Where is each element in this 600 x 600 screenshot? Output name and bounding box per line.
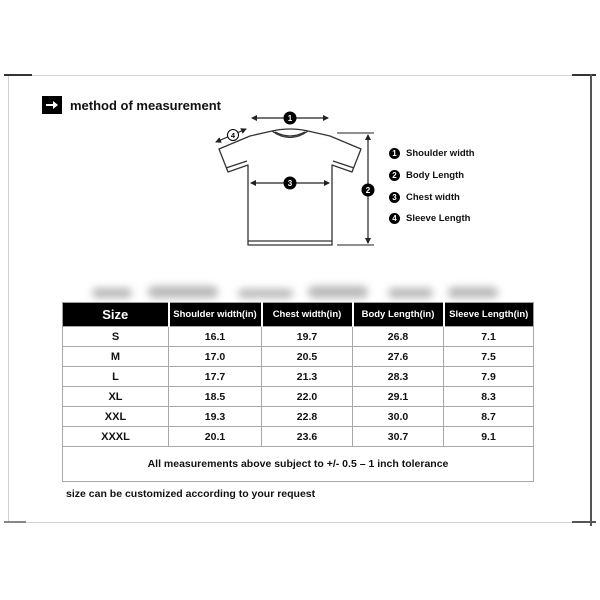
legend-item-chest-width [389,191,460,203]
frame-corner-bottom-left [4,521,26,523]
size-cell: XXL [63,407,169,427]
tshirt-measurement-diagram [200,105,390,255]
size-cell: XXXL [63,427,169,447]
chest-width-cell: 19.7 [262,327,353,347]
size-cell: S [63,327,169,347]
sleeve-length-cell: 8.7 [444,407,534,427]
tolerance-note: All measurements above subject to +/- 0.5 – 1 inch tolerance [63,447,534,482]
shoulder-width-cell: 20.1 [169,427,262,447]
legend-item-body-length [389,169,464,181]
sleeve-length-cell: 7.1 [444,327,534,347]
body-length-cell: 28.3 [353,367,444,387]
frame-corner-bottom-right [572,521,596,523]
legend-number: 1 [389,148,400,159]
body-length-cell: 30.7 [353,427,444,447]
blur-blob [92,288,132,298]
header-body-length: Body Length(in) [353,303,444,327]
shoulder-width-cell: 17.0 [169,347,262,367]
legend-item-shoulder-width [389,147,475,159]
body-length-cell: 27.6 [353,347,444,367]
body-length-cell: 26.8 [353,327,444,347]
size-table [62,302,534,482]
table-row [63,387,534,407]
body-length-cell: 29.1 [353,387,444,407]
marker-4 [228,130,239,141]
legend-number: 3 [389,192,400,203]
header-sleeve-length: Sleeve Length(in) [444,303,534,327]
svg-text:1: 1 [287,114,293,123]
legend-label: Body Length [406,169,465,181]
table-row [63,407,534,427]
table-row [63,427,534,447]
chest-width-cell: 21.3 [262,367,353,387]
page-title: method of measurement [70,98,221,113]
legend-label: Sleeve Length [406,212,471,224]
blur-blob [148,286,218,298]
shoulder-width-cell: 17.7 [169,367,262,387]
frame-corner-top-left [4,74,32,76]
sleeve-length-cell: 8.3 [444,387,534,407]
body-length-cell: 30.0 [353,407,444,427]
chest-width-cell: 23.6 [262,427,353,447]
marker-3 [284,177,297,190]
blur-blob [308,286,368,298]
chest-width-cell: 20.5 [262,347,353,367]
frame-corner-top-right [572,74,596,76]
legend-label: Shoulder width [406,147,475,159]
blur-blob [388,288,433,298]
size-cell: L [63,367,169,387]
legend-label: Chest width [406,191,460,203]
blur-blob [238,289,293,298]
svg-text:4: 4 [230,131,236,140]
shoulder-width-cell: 18.5 [169,387,262,407]
size-cell: XL [63,387,169,407]
header-size: Size [63,303,169,327]
table-row [63,367,534,387]
legend-number: 4 [389,213,400,224]
frame-edge-right [590,74,592,526]
svg-text:3: 3 [287,179,293,188]
sleeve-length-cell: 9.1 [444,427,534,447]
svg-text:2: 2 [365,186,371,195]
sleeve-length-cell: 7.9 [444,367,534,387]
table-header-row [63,303,534,327]
header-shoulder-width: Shoulder width(in) [169,303,262,327]
marker-2 [362,184,375,197]
table-row [63,327,534,347]
legend-number: 2 [389,170,400,181]
marker-1 [284,112,297,125]
right-arrow-icon [42,96,62,114]
table-note-row [63,447,534,482]
chest-width-cell: 22.8 [262,407,353,427]
customization-note: size can be customized according to your request [66,488,316,500]
sleeve-length-cell: 7.5 [444,347,534,367]
blurred-overlay [88,280,508,304]
shoulder-width-cell: 16.1 [169,327,262,347]
legend-item-sleeve-length [389,212,470,224]
shoulder-width-cell: 19.3 [169,407,262,427]
blur-blob [448,287,498,298]
header-chest-width: Chest width(in) [262,303,353,327]
table-row [63,347,534,367]
size-cell: M [63,347,169,367]
chest-width-cell: 22.0 [262,387,353,407]
